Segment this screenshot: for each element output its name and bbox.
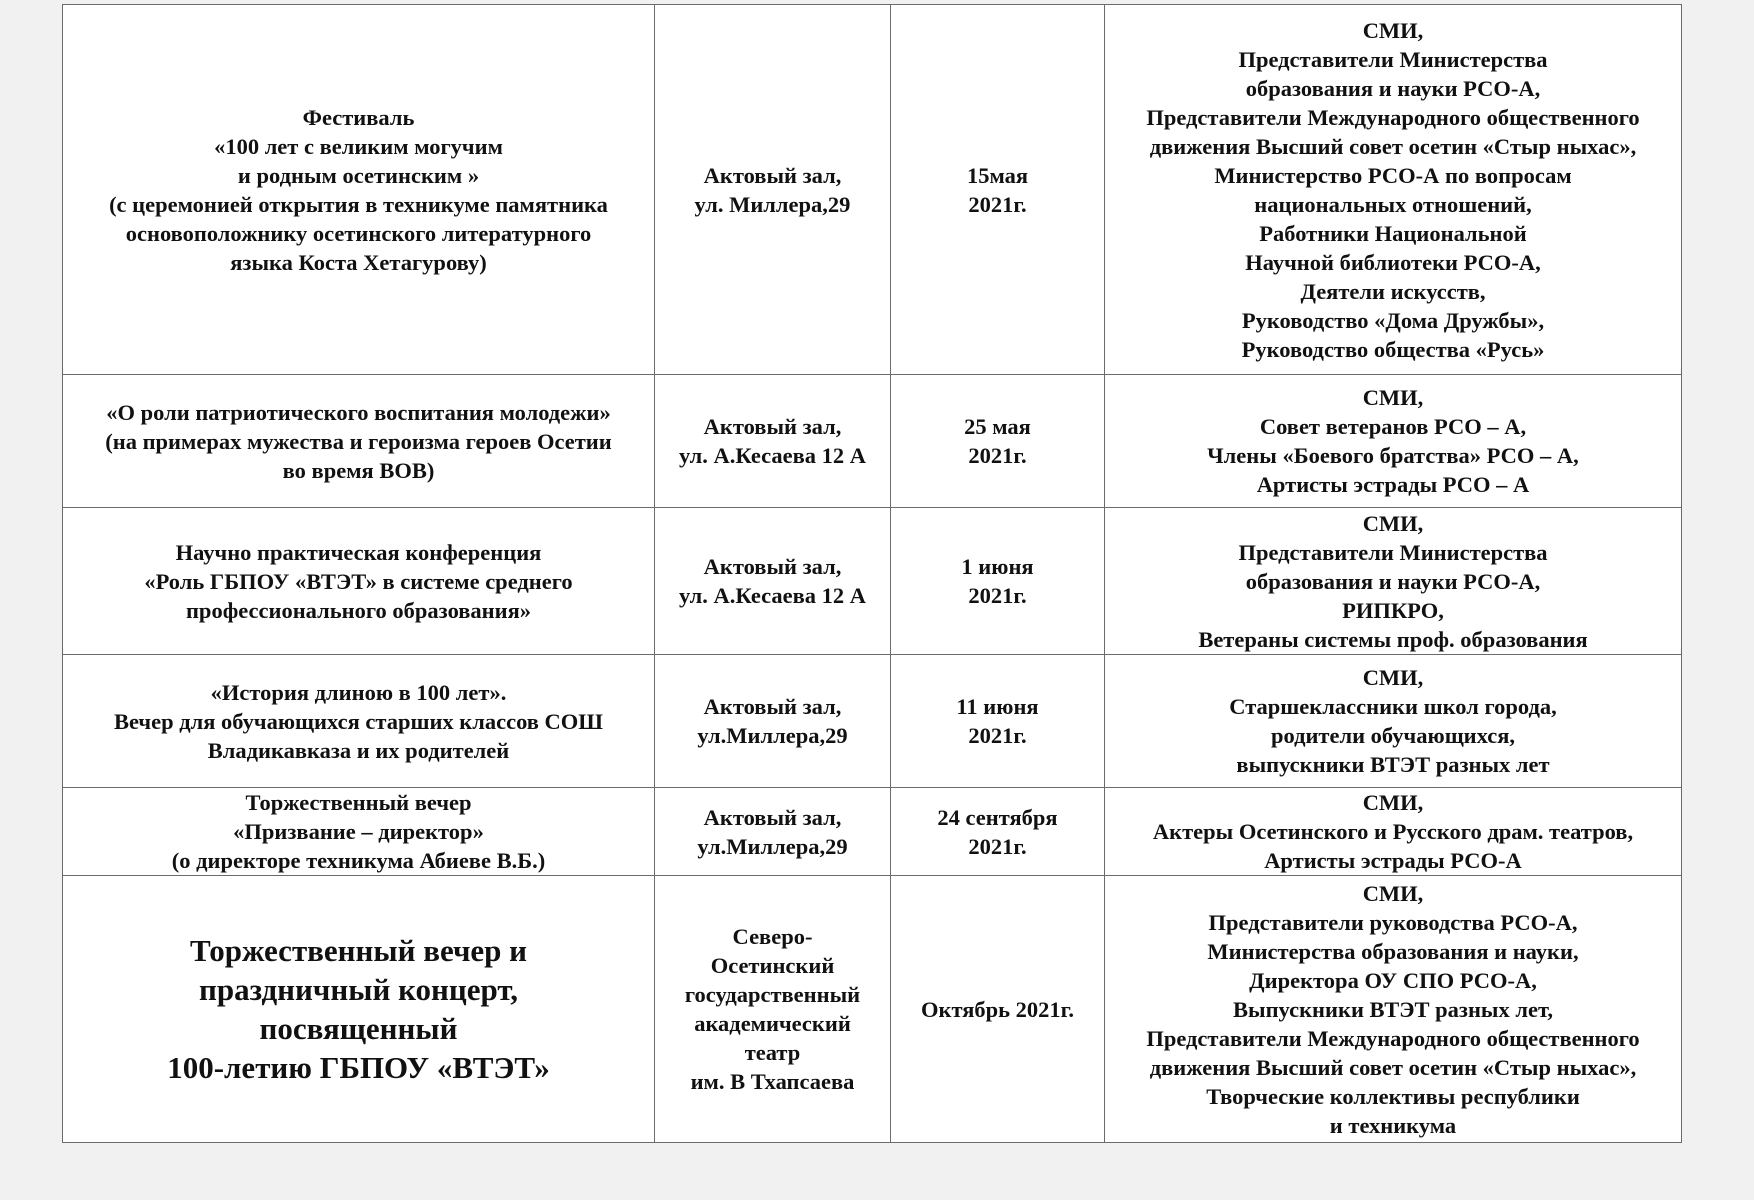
date-cell <box>891 5 1105 375</box>
participants-line: Руководство общества «Русь» <box>1241 336 1545 362</box>
participants-cell <box>1105 655 1682 788</box>
date-line: 2021г. <box>968 583 1027 608</box>
participants-line: образования и науки РСО-А, <box>1245 568 1541 594</box>
place-line: Актовый зал, <box>703 694 842 719</box>
table-row <box>63 876 1682 1143</box>
participants-line: выпускники ВТЭТ разных лет <box>1236 752 1550 777</box>
place-cell <box>655 5 891 375</box>
place-cell <box>655 508 891 655</box>
date-line: 11 июня <box>956 694 1039 719</box>
participants-line: СМИ, <box>1362 385 1424 410</box>
participants-cell <box>1105 876 1682 1143</box>
event-line: Торжественный вечер и <box>189 933 528 968</box>
participants-line: образования и науки РСО-А, <box>1245 75 1541 101</box>
participants-line: Директора ОУ СПО РСО-А, <box>1249 967 1537 993</box>
participants-line: Руководство «Дома Дружбы», <box>1241 307 1545 333</box>
participants-line: Представители руководства РСО-А, <box>1208 909 1578 935</box>
place-line: ул. А.Кесаева 12 А <box>678 583 867 608</box>
event-line: во время ВОВ) <box>282 457 435 483</box>
participants-cell <box>1105 788 1682 876</box>
place-cell <box>655 876 891 1143</box>
participants-line: национальных отношений, <box>1254 191 1532 217</box>
participants-line: Работники Национальной <box>1259 220 1527 246</box>
participants-cell <box>1105 508 1682 655</box>
place-line: Актовый зал, <box>703 804 842 830</box>
place-line: Осетинский <box>710 953 835 978</box>
participants-line: СМИ, <box>1362 665 1424 690</box>
place-line: ул.Миллера,29 <box>697 833 848 859</box>
event-line: и родным осетинским » <box>237 162 480 188</box>
participants-line: и техникума <box>1329 1112 1457 1138</box>
date-line: Октябрь 2021г. <box>921 996 1074 1022</box>
participants-line: Представители Министерства <box>1238 539 1548 565</box>
participants-line: СМИ, <box>1362 880 1424 906</box>
participants-line: Деятели искусств, <box>1300 278 1486 304</box>
event-line: Торжественный вечер <box>245 790 472 815</box>
participants-cell <box>1105 375 1682 508</box>
participants-line: движения Высший совет осетин «Стыр ныхас», <box>1149 1054 1637 1080</box>
participants-line: Выпускники ВТЭТ разных лет, <box>1233 996 1553 1022</box>
event-line: профессионального образования» <box>185 597 532 623</box>
events-table <box>62 4 1682 1143</box>
participants-line: Министерство РСО-А по вопросам <box>1214 162 1572 188</box>
participants-line: Творческие коллективы республики <box>1206 1083 1580 1109</box>
date-line: 2021г. <box>968 833 1027 859</box>
event-line: «История длиною в 100 лет». <box>210 679 507 705</box>
place-line: академический <box>694 1011 851 1036</box>
place-line: государственный <box>684 982 861 1007</box>
table-row <box>63 5 1682 375</box>
place-line: Актовый зал, <box>703 554 842 579</box>
event-cell <box>63 876 655 1143</box>
place-line: ул.Миллера,29 <box>697 723 848 748</box>
event-line: (с церемонией открытия в техникуме памятника <box>109 191 608 217</box>
event-line: посвященный <box>259 1011 458 1046</box>
table-row <box>63 655 1682 788</box>
date-line: 2021г. <box>968 443 1027 468</box>
participants-line: Представители Международного общественного <box>1146 1025 1640 1051</box>
event-line: «О роли патриотического воспитания молодежи» <box>106 399 611 425</box>
participants-line: Артисты эстрады РСО – А <box>1256 472 1530 497</box>
table-row <box>63 788 1682 876</box>
event-line: Фестиваль <box>302 104 415 130</box>
event-line: 100-летию ГБПОУ «ВТЭТ» <box>167 1050 550 1085</box>
date-line: 25 мая <box>964 414 1031 439</box>
participants-line: Старшеклассники школ города, <box>1229 694 1557 719</box>
date-line: 15мая <box>966 162 1029 188</box>
participants-line: СМИ, <box>1362 17 1424 43</box>
place-line: ул. Миллера,29 <box>694 191 851 217</box>
event-line: «100 лет с великим могучим <box>214 133 503 159</box>
place-cell <box>655 375 891 508</box>
date-line: 2021г. <box>968 191 1027 217</box>
place-line: Северо- <box>732 924 813 949</box>
event-line: «Роль ГБПОУ «ВТЭТ» в системе среднего <box>144 568 573 594</box>
event-cell <box>63 5 655 375</box>
participants-line: Артисты эстрады РСО-А <box>1264 848 1522 873</box>
date-cell <box>891 375 1105 508</box>
event-line: (о директоре техникума Абиеве В.Б.) <box>171 848 546 873</box>
place-line: им. В Тхапсаева <box>690 1069 855 1094</box>
date-line: 2021г. <box>968 723 1027 748</box>
participants-line: Представители Министерства <box>1238 46 1548 72</box>
event-line: Владикавказа и их родителей <box>207 737 510 763</box>
participants-line: Ветераны системы проф. образования <box>1198 626 1588 652</box>
event-cell <box>63 655 655 788</box>
participants-line: родители обучающихся, <box>1270 723 1516 748</box>
participants-line: СМИ, <box>1362 790 1424 815</box>
participants-line: СМИ, <box>1362 510 1424 536</box>
event-line: Вечер для обучающихся старших классов СОШ <box>113 708 604 734</box>
place-line: Актовый зал, <box>703 162 842 188</box>
place-line: ул. А.Кесаева 12 А <box>678 443 867 468</box>
date-cell <box>891 788 1105 876</box>
event-cell <box>63 375 655 508</box>
participants-line: Совет ветеранов РСО – А, <box>1259 414 1527 439</box>
event-line: «Призвание – директор» <box>233 819 484 844</box>
table-row <box>63 375 1682 508</box>
table-row <box>63 508 1682 655</box>
place-line: Актовый зал, <box>703 414 842 439</box>
date-cell <box>891 655 1105 788</box>
participants-cell <box>1105 5 1682 375</box>
date-line: 24 сентября <box>937 804 1058 830</box>
participants-line: движения Высший совет осетин «Стыр ныхас», <box>1149 133 1637 159</box>
event-line: Научно практическая конференция <box>175 539 542 565</box>
event-line: основоположнику осетинского литературного <box>125 220 592 246</box>
date-line: 1 июня <box>961 554 1034 579</box>
place-cell <box>655 788 891 876</box>
event-cell <box>63 788 655 876</box>
event-line: праздничный концерт, <box>199 972 518 1007</box>
participants-line: РИПКРО, <box>1342 597 1444 623</box>
participants-line: Члены «Боевого братства» РСО – А, <box>1207 443 1579 468</box>
participants-line: Научной библиотеки РСО-А, <box>1245 249 1541 275</box>
participants-line: Представители Международного общественного <box>1146 104 1640 130</box>
date-cell <box>891 508 1105 655</box>
event-line: (на примерах мужества и героизма героев Осетии <box>105 428 612 454</box>
event-cell <box>63 508 655 655</box>
event-line: языка Коста Хетагурову) <box>230 249 487 275</box>
participants-line: Актеры Осетинского и Русского драм. театров, <box>1152 819 1634 844</box>
date-cell <box>891 876 1105 1143</box>
place-cell <box>655 655 891 788</box>
place-line: театр <box>744 1040 801 1065</box>
participants-line: Министерства образования и науки, <box>1207 938 1579 964</box>
